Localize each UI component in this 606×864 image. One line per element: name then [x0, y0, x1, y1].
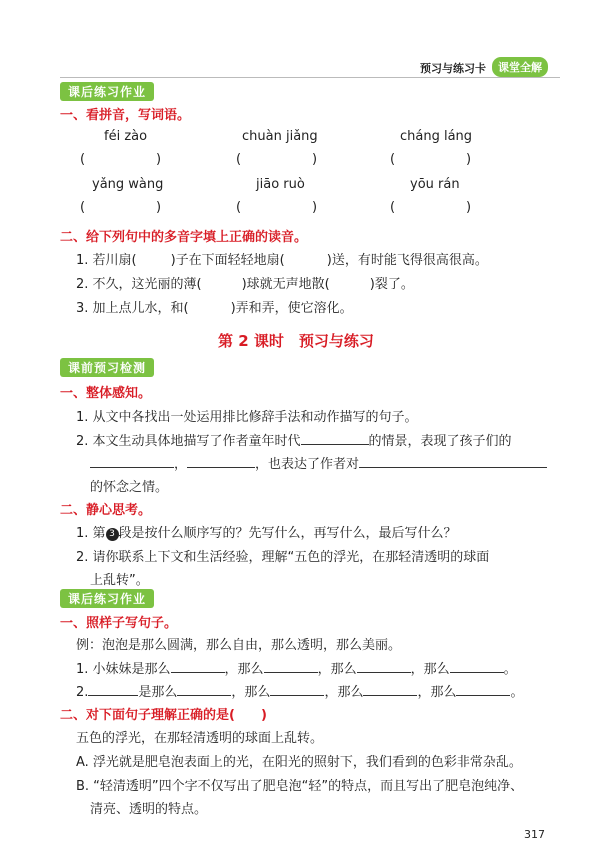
blank-s1-2[interactable] — [264, 658, 318, 673]
s2-q2-title: 二、静心思考。 — [60, 503, 152, 518]
blank-s2-1[interactable] — [177, 681, 231, 696]
q2-line-3: 3. 加上点儿水，和( )弄和弄，使它溶化。 — [76, 301, 353, 316]
pinyin-1: féi zào — [104, 129, 148, 144]
answer-box-5-close: ) — [312, 200, 318, 215]
page-number: 317 — [524, 828, 545, 841]
blank-feeling-2[interactable] — [187, 453, 255, 468]
blank-s1-1[interactable] — [171, 658, 225, 673]
answer-box-3[interactable]: ( — [390, 152, 396, 167]
header-rule — [60, 77, 560, 78]
blank-s2-3[interactable] — [363, 681, 417, 696]
blank-childhood[interactable] — [301, 430, 369, 445]
banner-after-class-1: 课后练习作业 — [60, 82, 154, 101]
header-badge: 课堂全解 — [492, 57, 548, 77]
lesson-title: 第 2 课时 预习与练习 — [218, 332, 374, 350]
blank-s2-2[interactable] — [270, 681, 324, 696]
paragraph-number-badge: 3 — [106, 528, 119, 541]
s2-line-1: 1. 从文中各找出一处运用排比修辞手法和动作描写的句子。 — [76, 410, 418, 425]
answer-box-5[interactable]: ( — [236, 200, 242, 215]
answer-box-1[interactable]: ( — [80, 152, 86, 167]
answer-box-2[interactable]: ( — [236, 152, 242, 167]
pinyin-4: yǎng wàng — [92, 177, 164, 192]
answer-box-6[interactable]: ( — [390, 200, 396, 215]
answer-box-2-close: ) — [312, 152, 318, 167]
banner-pre-class: 课前预习检测 — [60, 358, 154, 377]
answer-box-4-close: ) — [156, 200, 162, 215]
header-title: 预习与练习卡 — [420, 62, 486, 75]
pinyin-6: yōu rán — [410, 177, 460, 192]
s2-think-1: 1. 第 3 段是按什么顺序写的？先写什么，再写什么，最后写什么？ — [76, 526, 457, 541]
quote-sentence: 五色的浮光，在那轻清透明的球面上乱转。 — [76, 731, 324, 746]
s2-think-2: 2. 请你联系上下文和生活经验，理解“五色的浮光，在那轻清透明的球面 — [76, 550, 490, 565]
blank-feeling-1[interactable] — [90, 453, 174, 468]
example-sentence: 例：泡泡是那么圆满，那么自由，那么透明，那么美丽。 — [76, 638, 402, 653]
blank-s2-subject[interactable] — [88, 681, 138, 696]
answer-box-4[interactable]: ( — [80, 200, 86, 215]
s2-q1-title: 一、整体感知。 — [60, 386, 152, 401]
q1-title: 一、看拼音，写词语。 — [60, 108, 191, 123]
s3-q2-title: 二、对下面句子理解正确的是( ) — [60, 708, 267, 723]
answer-box-1-close: ) — [156, 152, 162, 167]
q2-line-1: 1. 若川扇( )子在下面轻轻地扇( )送，有时能飞得很高很高。 — [76, 253, 488, 268]
s3-q1-title: 一、照样子写句子。 — [60, 616, 178, 631]
blank-s1-3[interactable] — [357, 658, 411, 673]
sentence-1: 1. 小妹妹是那么 ，那么 ，那么 ，那么 。 — [76, 658, 517, 677]
pinyin-3: cháng láng — [400, 129, 473, 144]
q2-line-2: 2. 不久，这光丽的薄( )球就无声地散( )裂了。 — [76, 277, 414, 292]
s2-line-3: ， ，也表达了作者对 — [90, 453, 547, 472]
s2-think-3: 上乱转”。 — [90, 573, 149, 588]
banner-after-class-2: 课后练习作业 — [60, 589, 154, 608]
option-b-cont: 清亮、透明的特点。 — [90, 802, 208, 817]
answer-box-3-close: ) — [466, 152, 472, 167]
q2-title: 二、给下列句中的多音字填上正确的读音。 — [60, 230, 308, 245]
sentence-2: 2. 是那么 ，那么 ，那么 ，那么 。 — [76, 681, 523, 700]
blank-nostalgia[interactable] — [359, 453, 547, 468]
pinyin-5: jiāo ruò — [256, 177, 305, 192]
s2-line-4: 的怀念之情。 — [90, 480, 169, 495]
blank-s1-4[interactable] — [450, 658, 504, 673]
blank-s2-4[interactable] — [456, 681, 510, 696]
pinyin-2: chuàn jiǎng — [242, 129, 318, 144]
option-a[interactable]: A. 浮光就是肥皂泡表面上的光，在阳光的照射下，我们看到的色彩非常杂乱。 — [76, 755, 522, 770]
option-b[interactable]: B. “轻清透明”四个字不仅写出了肥皂泡“轻”的特点，而且写出了肥皂泡纯净、 — [76, 779, 524, 794]
answer-box-6-close: ) — [466, 200, 472, 215]
s2-line-2: 2. 本文生动具体地描写了作者童年时代 的情景，表现了孩子们的 — [76, 430, 512, 449]
